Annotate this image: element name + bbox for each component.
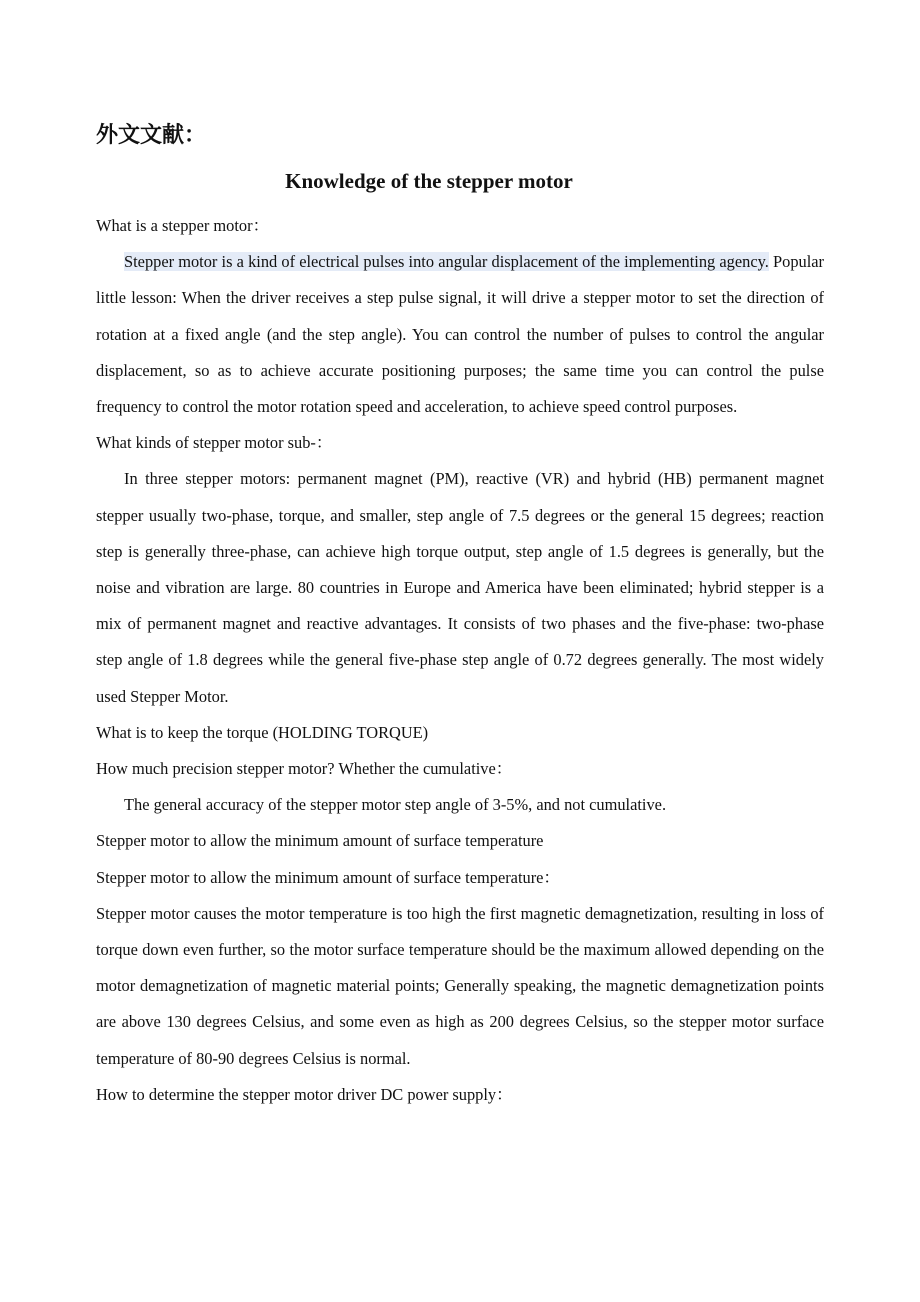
- question-dc-power-supply: How to determine the stepper motor driver DC power supply：: [96, 1084, 513, 1104]
- highlighted-text: Stepper motor is a kind of electrical pulses into angular displacement of the implementing agency.: [124, 252, 769, 272]
- paragraph-temperature: Stepper motor causes the motor temperature is too high the first magnetic demagnetization, resulting in loss of torque down even further, so the motor surface temperature should be the maximum allowed depending on the motor demagnetization of magnetic material points; Generally speaking, the magnetic demagnetization points are above 130 degrees Celsius, and some even as high as 200 degrees Celsius, so the stepper motor surface temperature of 80-90 degrees Celsius is normal.: [96, 903, 824, 1068]
- chinese-heading: 外文文献：: [96, 123, 207, 148]
- question-what-is-stepper: What is a stepper motor：: [96, 216, 269, 235]
- question-surface-temperature-repeat: Stepper motor to allow the minimum amount of surface temperature：: [96, 867, 560, 887]
- paragraph-definition: [96, 244, 824, 425]
- paragraph-kinds: In three stepper motors: permanent magnet (PM), reactive (VR) and hybrid (HB) permanent magnet stepper usually two-phase, torque, and smaller, step angle of 7.5 degrees or the general 15 degrees; reaction step is generally three-phase, can achieve high torque output, step angle of 1.5 degrees is generally, but the noise and vibration are large. 80 countries in Europe and America have been eliminated; hybrid stepper is a mix of permanent magnet and reactive advantages. It consists of two phases and the five-phase: two-phase step angle of 1.8 degrees while the general five-phase step angle of 0.72 degrees generally. The most widely used Stepper Motor.: [96, 469, 824, 706]
- paragraph-precision: The general accuracy of the stepper motor step angle of 3-5%, and not cumulative.: [124, 795, 667, 815]
- paragraph-definition-rest: Popular little lesson: When the driver receives a step pulse signal, it will drive a stepper motor to set the direction of rotation at a fixed angle (and the step angle). You can control the number of pulses to control the angular displacement, so as to achieve accurate positioning purposes; the same time you can control the pulse frequency to control the motor rotation speed and acceleration, to achieve speed control purposes.: [96, 252, 824, 417]
- document-body: [96, 208, 824, 1113]
- question-surface-temperature: Stepper motor to allow the minimum amount of surface temperature: [96, 831, 544, 851]
- document-title: Knowledge of the stepper motor: [285, 169, 573, 193]
- question-holding-torque: What is to keep the torque (HOLDING TORQUE): [96, 722, 429, 742]
- question-kinds: What kinds of stepper motor sub-：: [96, 433, 333, 453]
- question-precision: How much precision stepper motor? Whether the cumulative：: [96, 759, 513, 779]
